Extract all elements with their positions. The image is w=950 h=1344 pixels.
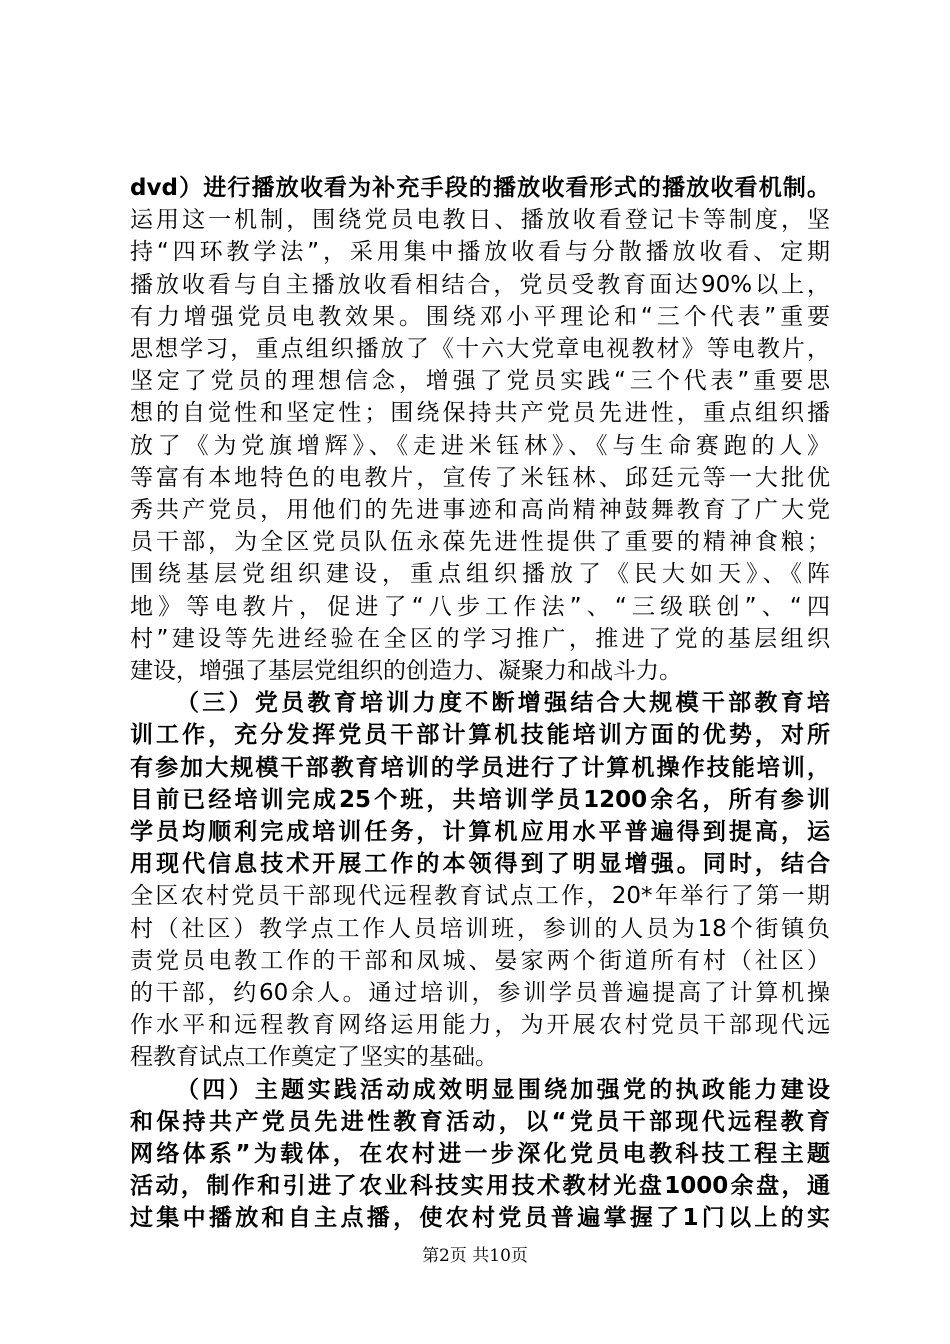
- text-line: 等富有本地特色的电教片，宣传了米钰林、邱廷元等一大批优: [130, 464, 830, 491]
- text-line: 村（社区）教学点工作人员培训班，参训的人员为18个街镇负: [130, 915, 830, 942]
- text-line: dvd）进行播放收看为补充手段的播放收看形式的播放收看机制。: [130, 175, 830, 201]
- text-line: 作水平和远程教育网络运用能力，为开展农村党员干部现代远: [130, 1012, 830, 1039]
- text-line: 围绕基层党组织建设，重点组织播放了《民大如天》、《阵: [130, 561, 830, 588]
- text-line: 坚定了党员的理想信念，增强了党员实践“三个代表”重要思: [130, 368, 830, 395]
- text-line: 活动，制作和引进了农业科技实用技术教材光盘1000余盘，通: [130, 1173, 830, 1200]
- text-line: 秀共产党员，用他们的先进事迹和高尚精神鼓舞教育了广大党: [130, 497, 830, 523]
- text-line: （三）党员教育培训力度不断增强结合大规模干部教育培: [176, 690, 830, 717]
- text-line: 持“四环教学法”，采用集中播放收看与分散播放收看、定期: [130, 239, 830, 266]
- text-line: 训工作，充分发挥党员干部计算机技能培训方面的优势，对所: [130, 722, 830, 749]
- text-line: 有力增强党员电教效果。围绕邓小平理论和“三个代表”重要: [130, 303, 830, 330]
- text-line: 网络体系”为载体，在农村进一步深化党员电教科技工程主题: [130, 1141, 830, 1167]
- text-line: 的干部，约60余人。通过培训，参训学员普遍提高了计算机操: [130, 980, 830, 1006]
- text-line: 目前已经培训完成25个班，共培训学员1200余名，所有参训: [130, 786, 830, 813]
- text-line: 思想学习，重点组织播放了《十六大党章电视教材》等电教片，: [130, 336, 830, 362]
- text-line: 村”建设等先进经验在全区的学习推广，推进了党的基层组织: [130, 625, 830, 652]
- page-footer: 第2页 共10页: [422, 1246, 528, 1266]
- text-line: 想的自觉性和坚定性；围绕保持共产党员先进性，重点组织播: [130, 400, 830, 427]
- text-line: 员干部，为全区党员队伍永葆先进性提供了重要的精神食粮；: [130, 529, 830, 556]
- text-line: 运用这一机制，围绕党员电教日、播放收看登记卡等制度，坚: [130, 207, 830, 234]
- text-line: 学员均顺利完成培训任务，计算机应用水平普遍得到提高，运: [130, 819, 830, 845]
- text-line: 程教育试点工作奠定了坚实的基础。: [130, 1044, 498, 1071]
- text-line: 全区农村党员干部现代远程教育试点工作，20*年举行了第一期: [130, 883, 830, 910]
- text-line: （四）主题实践活动成效明显围绕加强党的执政能力建设: [176, 1076, 830, 1103]
- text-line: 责党员电教工作的干部和凤城、晏家两个街道所有村（社区）: [130, 947, 830, 974]
- text-line: 放了《为党旗增辉》、《走进米钰林》、《与生命赛跑的人》: [130, 432, 830, 459]
- text-line: 有参加大规模干部教育培训的学员进行了计算机操作技能培训，: [130, 754, 830, 781]
- text-line: 用现代信息技术开展工作的本领得到了明显增强。同时，结合: [130, 851, 830, 878]
- text-line: 过集中播放和自主点播，使农村党员普遍掌握了1门以上的实: [130, 1205, 830, 1232]
- text-line: 地》等电教片，促进了“八步工作法”、“三级联创”、“四: [130, 593, 830, 620]
- text-line: 播放收看与自主播放收看相结合，党员受教育面达90%以上，: [130, 271, 830, 298]
- text-line: 建设，增强了基层党组织的创造力、凝聚力和战斗力。: [130, 658, 682, 684]
- text-line: 和保持共产党员先进性教育活动，以“党员干部现代远程教育: [130, 1108, 830, 1135]
